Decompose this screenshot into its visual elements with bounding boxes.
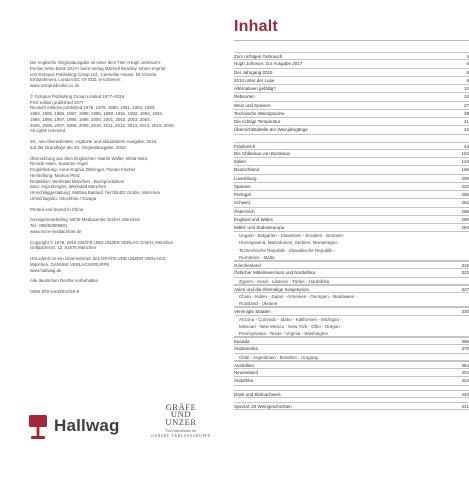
colophon-line: Die englische Originalausgabe ist unter dem Titel »Hugh Johnson's — [30, 60, 161, 65]
colophon — [30, 60, 230, 300]
colophon-isbn — [30, 289, 230, 295]
colophon-line: www.octopusbooks.co.uk — [30, 83, 80, 88]
colophon-line: Anzeigenmarketing: MCM Mediacenter GmbH, München — [30, 217, 141, 223]
toc-entry[interactable] — [234, 224, 469, 232]
toc-subentry — [234, 316, 469, 323]
toc-entry-title: Mittel- und Südosteuropa — [234, 225, 285, 230]
toc-entry-page: 330 — [461, 309, 469, 315]
toc-entry[interactable] — [234, 369, 469, 377]
toc-entry[interactable] — [234, 118, 469, 126]
toc-subentry-text: Missouri - New Mexico - New York - Ohio - Oregon - — [239, 323, 343, 329]
toc-entry-page: 8 — [466, 69, 469, 75]
toc-entry[interactable] — [234, 361, 469, 369]
colophon-line: Übersetzung aus dem Englischen: Martin Waller, Britta Nord, — [30, 155, 149, 161]
graefe-und-unzer-logo — [146, 404, 216, 458]
toc-entry-title: Übersichtstabelle der Weinjahrgänge — [234, 127, 308, 133]
section-gap — [234, 135, 469, 142]
toc-entry-title: Wein und Speisen — [234, 102, 271, 108]
toc-subentry — [234, 278, 469, 285]
toc-entry[interactable] — [234, 390, 469, 398]
toc-entry-title: Der Jahrgang 2015 — [234, 69, 273, 75]
toc-subentries — [234, 354, 469, 361]
toc-entry-page: 27 — [463, 102, 469, 108]
toc-entry-title: 2014 unter der Lupe — [234, 77, 275, 83]
toc-entry-title: Die richtige Temperatur — [234, 119, 281, 124]
toc-entry-title: Neuseeland — [234, 370, 259, 376]
colophon-line: © Octopus Publishing Group Limited 1977–2016 — [30, 93, 125, 99]
toc-subentry — [234, 247, 469, 254]
toc-entry-page: 316 — [461, 263, 469, 268]
toc-entry-page: 384 — [461, 362, 469, 368]
toc-entry[interactable] — [234, 150, 469, 158]
toc-entry-page: 13 — [463, 94, 469, 100]
toc-entry-page: 404 — [461, 370, 469, 376]
wine-glass-icon — [28, 414, 48, 442]
toc-subentry-text: Herzegowina, Mazedonien, Serbien, Montenegro - — [239, 240, 340, 246]
toc-entry-title: Dank und Bildnachweis — [234, 391, 281, 397]
colophon-line: 1995, 1996, 1997, 1998, 1999, 2000, 2001, 2002, 2003, 2004, — [30, 116, 151, 122]
right-page — [234, 0, 469, 500]
colophon-line: Herstellung: Markus Plötz — [30, 172, 81, 178]
toc-entry-title: Griechenland — [234, 263, 261, 268]
toc-subentry-text: Ungarn - Bulgarien - Slowenien - Kroatien - Bosnien- — [239, 233, 345, 239]
colophon-line: Umschlaggestaltung: Mattina Baldauf, herzblut02 GmbH, München — [30, 190, 161, 195]
colophon-line: Copyright © 1978, 2016 GRÄFE UND UNZER VERLAG GmbH, München — [30, 239, 174, 245]
toc-subentry — [234, 330, 469, 337]
toc-entry-title: Italien — [234, 159, 247, 164]
toc-entry-title: Luxemburg — [234, 175, 257, 181]
toc-subentry-text: Arizona - Colorado - Idaho - Kalifornien - Michigan - — [239, 316, 342, 322]
colophon-gu-copyright — [30, 240, 230, 252]
toc-entry-title: Rebsorten — [234, 94, 255, 100]
toc-entry[interactable] — [234, 69, 469, 77]
toc-entry-page: 366 — [461, 339, 469, 345]
toc-entry[interactable] — [234, 191, 469, 199]
toc-entry-page: 294 — [461, 225, 469, 230]
toc-subentry-text: Zypern - Israel - Libanon - Türkei - Nordafrika — [239, 278, 330, 284]
toc-entry-page: 423 — [461, 378, 469, 384]
toc-entry[interactable] — [234, 77, 469, 85]
toc-entry-page: 41 — [463, 119, 469, 124]
toc-subentries — [234, 316, 469, 338]
toc-entry-page: 104 — [461, 150, 469, 156]
colophon-line: Grillparzerstr. 12, 81675 München — [30, 245, 97, 251]
colophon-line: von Octopus Publishing Group Ltd., Carmelite House, 50 Victoria — [30, 71, 157, 77]
colophon-line: HALLWAG ist ein Unternehmen des GRÄFE UND UNZER VERLAGS, — [30, 256, 167, 261]
toc-section-intro — [234, 52, 469, 135]
toc-entry-title: Frankreich — [234, 143, 256, 149]
colophon-ads — [30, 217, 230, 234]
toc-subentry-text: Russland - Ukraine — [239, 301, 278, 307]
toc-entry-page: 200 — [461, 175, 469, 181]
toc-section-closing — [234, 390, 469, 398]
colophon-printed — [30, 207, 230, 213]
gu-logo-word-3: UNZER — [165, 416, 197, 427]
toc-subentry — [234, 254, 469, 261]
colophon-line: Embankment, London EC 4Y 0DZ, erschienen. — [30, 77, 122, 83]
toc-entry-title: Spanien — [234, 183, 251, 189]
toc-entry[interactable] — [234, 337, 469, 345]
toc-entry-page: 4 — [466, 54, 469, 59]
toc-subentry-text: Pennsylvania - Texas - Virginia - Washington — [239, 330, 328, 336]
toc-entry[interactable] — [234, 402, 469, 410]
toc-entry-page: 322 — [461, 270, 469, 276]
toc-subentry — [234, 354, 469, 361]
colophon-line: 1984, 1985, 1986, 1987, 1988, 1989, 1990, 1991, 1992, 1993, 1994, — [30, 111, 164, 116]
toc-subentry-text: Tschechische Republik - Slowakische Republik - — [239, 247, 336, 253]
toc-entry-page: 290 — [461, 216, 469, 222]
colophon-line: Redaktion: Werkstatt München - Buchproduktion — [30, 178, 125, 184]
toc-entry[interactable] — [234, 110, 469, 118]
toc-header — [234, 18, 469, 40]
colophon-line: ISBN 978-3-8338-5720-8 — [30, 289, 80, 294]
toc-entry-title: Vereinigte Staaten — [234, 309, 271, 315]
toc-entry-title: Spezial: 40 Weingeschichten — [234, 403, 292, 409]
colophon-line: Umschlagfoto: iStockfoto / Givaga — [30, 195, 97, 201]
toc-entry-title: Deutschland — [234, 167, 260, 173]
toc-entry[interactable] — [234, 183, 469, 191]
toc-subentry-text: Chile - Argentinien - Brasilien - Uruguay — [239, 354, 319, 360]
toc-section-special — [234, 402, 469, 410]
gu-logo-word-1: GRÄFE — [165, 402, 197, 412]
toc-entry[interactable] — [234, 158, 469, 166]
toc-entry-title: Alternativen gefällig? — [234, 86, 276, 91]
toc-section-regions — [234, 142, 469, 225]
toc-entry-title: Zum richtigen Gebrauch — [234, 54, 283, 59]
toc-subentries — [234, 293, 469, 307]
toc-entry-title: Portugal — [234, 192, 251, 197]
toc-entry-title: Hugh Johnson: Zur Ausgabe 2017 — [234, 61, 303, 67]
colophon-credits — [30, 156, 230, 202]
toc-entry-title: Asien und die ehemalige Sowjetunion — [234, 286, 310, 292]
colophon-line: All rights reserved — [30, 128, 66, 134]
toc-entry[interactable] — [234, 345, 469, 353]
colophon-line: Projektleitung: Anne-Sophia Zähringer, Florian Fischer — [30, 167, 136, 172]
gu-logo-word-2: UND — [170, 409, 192, 420]
toc-subentry — [234, 323, 469, 330]
toc-section-mid — [234, 261, 469, 278]
colophon-hallwag — [30, 256, 230, 273]
toc-entry[interactable] — [234, 216, 469, 224]
toc-subentry-text: Rumänien - Malta — [239, 254, 275, 260]
toc-entry-page: 262 — [461, 200, 469, 206]
toc-entry[interactable] — [234, 126, 469, 134]
title-divider — [234, 40, 469, 41]
toc-subentry — [234, 232, 469, 239]
toc-entry-page: 440 — [461, 391, 469, 397]
toc-section-southern — [234, 361, 469, 386]
colophon-line: 38., neu überarbeitete, ergänzte und aktualisierte Ausgabe, 2016, — [30, 139, 158, 144]
gu-logo-subtitle: Ein Unternehmen der — [165, 429, 197, 434]
colophon-copyright — [30, 94, 230, 134]
toc-entry[interactable] — [234, 166, 469, 174]
colophon-line: First edition published 1977 — [30, 99, 84, 105]
toc-entry-page: 370 — [461, 346, 469, 352]
toc-entry-title: Technische Weinsprache — [234, 110, 284, 116]
toc-entry-page: 327 — [461, 286, 469, 292]
toc-entry-page: 286 — [461, 208, 469, 214]
toc-entry-page: 39 — [463, 110, 469, 116]
toc-entry-title: Südafrika — [234, 378, 254, 384]
toc-entry-page: 44 — [463, 143, 469, 149]
colophon-line: www.hallwag.de — [30, 267, 62, 273]
toc-subentries — [234, 232, 469, 261]
toc-entry[interactable] — [234, 377, 469, 385]
toc-entry-page: 166 — [461, 167, 469, 173]
toc-entry[interactable] — [234, 175, 469, 183]
toc-entry-title: Schweiz — [234, 200, 251, 206]
toc-entry-title: England und Wales — [234, 216, 273, 222]
toc-entry-page: 9 — [466, 77, 469, 83]
toc-entry[interactable] — [234, 307, 469, 315]
toc-entry[interactable] — [234, 93, 469, 101]
toc-entry-page: 134 — [461, 159, 469, 164]
colophon-line: Satz: Anja Dengler, Werkstatt München — [30, 184, 107, 190]
toc-entry-page: 232 — [461, 183, 469, 189]
toc-subentry — [234, 293, 469, 300]
toc-entry-page: 441 — [461, 403, 469, 409]
toc-entry-title: Östlicher Mittelmeerraum und Nordafrika — [234, 270, 316, 276]
toc-entry[interactable] — [234, 208, 469, 216]
gu-logo-group: GANSKE VERLAGSGRUPPE — [151, 433, 211, 438]
toc-entry[interactable] — [234, 199, 469, 207]
toc-entry[interactable] — [234, 102, 469, 110]
toc-subentry — [234, 239, 469, 246]
toc-entry[interactable] — [234, 285, 469, 293]
hallwag-logo-text: Hallwag — [54, 416, 120, 435]
colophon-line: Printed and bound in China — [30, 206, 84, 212]
toc-entry-page: 255 — [461, 192, 469, 197]
toc-entry-title: Australien — [234, 362, 255, 368]
toc-entry-title: Die Châteaux von Bordeaux — [234, 150, 291, 156]
colophon-line: Alle deutschen Rechte vorbehalten — [30, 278, 99, 284]
toc-entry[interactable] — [234, 52, 469, 60]
colophon-line: Revised editions published 1978, 1979, 1980, 1981, 1982, 1983, — [30, 105, 156, 111]
colophon-german-edition — [30, 139, 230, 151]
page-title: Inhalt — [234, 18, 278, 35]
colophon-rights — [30, 278, 230, 284]
colophon-line: www.mcm-mediacenter.de — [30, 228, 82, 234]
publisher-logos — [28, 404, 228, 454]
colophon-edition — [30, 60, 230, 89]
toc-entry-page: 42 — [463, 127, 469, 133]
colophon-line: München, GANSKE VERLAGSGRUPPE — [30, 261, 110, 267]
toc-entry[interactable] — [234, 261, 469, 269]
toc-entry-title: Kanada — [234, 339, 250, 345]
toc-entry-title: Österreich — [234, 208, 255, 214]
colophon-line: Renate Haen, Susanne Vogel — [30, 161, 88, 167]
toc-subentry — [234, 300, 469, 307]
toc-entry-page: 6 — [466, 61, 469, 67]
toc-entry[interactable] — [234, 269, 469, 277]
toc-subentries — [234, 278, 469, 285]
table-of-contents — [234, 52, 469, 410]
toc-entry[interactable] — [234, 142, 469, 150]
toc-entry-title: Südamerika — [234, 346, 259, 352]
colophon-line: Tel.: 089/92809601 — [30, 223, 68, 228]
toc-entry-page: 10 — [463, 86, 469, 91]
toc-entry[interactable] — [234, 60, 469, 68]
left-page — [0, 0, 234, 500]
colophon-line: auf der Grundlage der 40. Originalausgabe, 2016 — [30, 144, 126, 150]
colophon-line: Pocket Wine Book 2017« beim Verlag Mitchell Beazley, einem Imprint — [30, 65, 166, 71]
toc-entry[interactable] — [234, 85, 469, 93]
colophon-line: 2005, 2006, 2007, 2008, 2009, 2010, 2011, 2012, 2013, 2014, 2015, 2016 — [30, 122, 174, 128]
toc-subentry-text: China - Indien - Japan - Armenien - Georgien - Moldawien - — [239, 293, 358, 299]
